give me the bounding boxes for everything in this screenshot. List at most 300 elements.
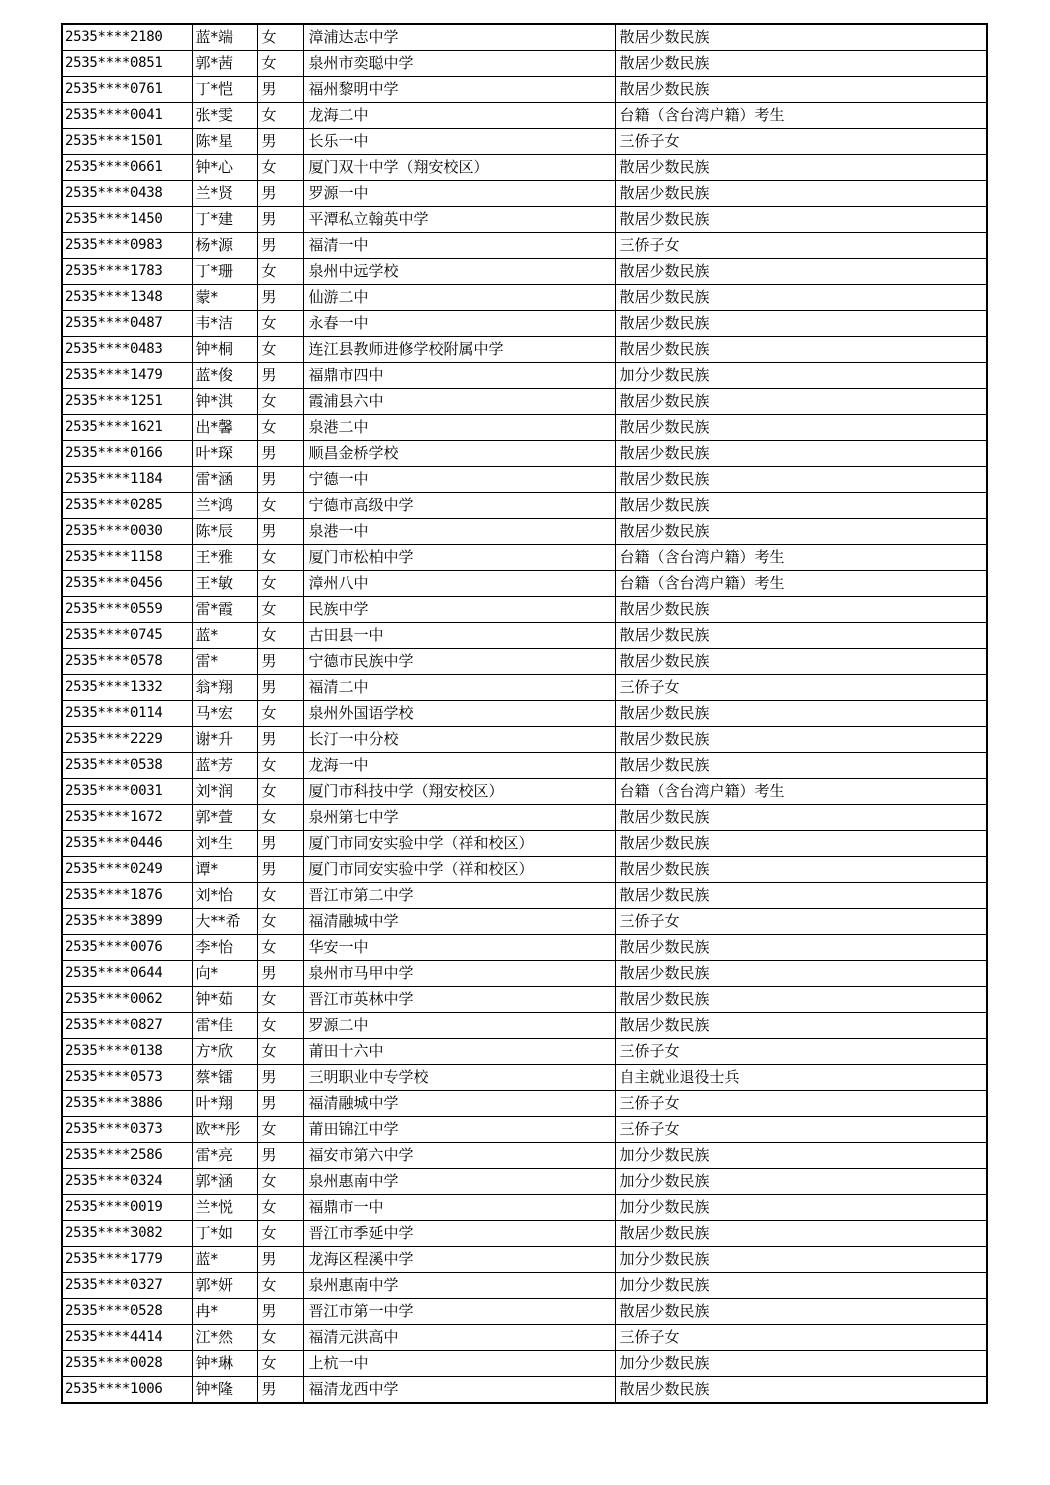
candidate-school-cell: 福清二中: [303, 675, 615, 701]
candidate-school-cell: 福清融城中学: [303, 909, 615, 935]
candidate-category-cell: 散居少数民族: [615, 441, 987, 467]
candidate-category-cell: 散居少数民族: [615, 805, 987, 831]
table-row: [62, 285, 987, 311]
candidate-id-cell: 2535****0285: [62, 493, 192, 519]
candidate-sex-cell: 男: [257, 961, 303, 987]
candidate-category-cell: 三侨子女: [615, 675, 987, 701]
table-row: [62, 1169, 987, 1195]
candidate-category-cell: 加分少数民族: [615, 1247, 987, 1273]
candidate-school-cell: 仙游二中: [303, 285, 615, 311]
candidate-id-cell: 2535****1783: [62, 259, 192, 285]
table-row: [62, 77, 987, 103]
candidate-name-cell: 兰*悦: [192, 1195, 257, 1221]
table-row: [62, 129, 987, 155]
table-row: [62, 181, 987, 207]
candidate-school-cell: 厦门市松柏中学: [303, 545, 615, 571]
table-row: [62, 389, 987, 415]
candidate-name-cell: 向*: [192, 961, 257, 987]
table-row: [62, 1273, 987, 1299]
candidate-sex-cell: 女: [257, 779, 303, 805]
candidate-category-cell: 三侨子女: [615, 1091, 987, 1117]
table-row: [62, 753, 987, 779]
table-row: [62, 831, 987, 857]
table-row: [62, 1117, 987, 1143]
candidate-id-cell: 2535****0483: [62, 337, 192, 363]
candidate-id-cell: 2535****0019: [62, 1195, 192, 1221]
candidate-name-cell: 杨*源: [192, 233, 257, 259]
candidate-category-cell: 散居少数民族: [615, 935, 987, 961]
candidate-name-cell: 叶*翔: [192, 1091, 257, 1117]
candidate-school-cell: 漳州八中: [303, 571, 615, 597]
candidate-sex-cell: 男: [257, 467, 303, 493]
candidate-school-cell: 晋江市第一中学: [303, 1299, 615, 1325]
candidate-name-cell: 出*馨: [192, 415, 257, 441]
candidate-school-cell: 福清一中: [303, 233, 615, 259]
candidate-id-cell: 2535****1006: [62, 1377, 192, 1404]
candidate-school-cell: 福州黎明中学: [303, 77, 615, 103]
candidate-name-cell: 丁*恺: [192, 77, 257, 103]
table-row: [62, 51, 987, 77]
candidate-name-cell: 雷*霞: [192, 597, 257, 623]
candidate-sex-cell: 男: [257, 727, 303, 753]
candidate-name-cell: 钟*桐: [192, 337, 257, 363]
table-row: [62, 987, 987, 1013]
table-row: [62, 779, 987, 805]
candidate-category-cell: 散居少数民族: [615, 1299, 987, 1325]
candidate-category-cell: 散居少数民族: [615, 77, 987, 103]
candidate-category-cell: 散居少数民族: [615, 24, 987, 51]
candidate-name-cell: 丁*如: [192, 1221, 257, 1247]
candidate-school-cell: 平潭私立翰英中学: [303, 207, 615, 233]
candidate-sex-cell: 女: [257, 1221, 303, 1247]
candidate-school-cell: 民族中学: [303, 597, 615, 623]
candidate-sex-cell: 男: [257, 649, 303, 675]
candidate-sex-cell: 男: [257, 129, 303, 155]
candidate-id-cell: 2535****0456: [62, 571, 192, 597]
candidate-name-cell: 钟*琳: [192, 1351, 257, 1377]
candidate-id-cell: 2535****1450: [62, 207, 192, 233]
table-row: [62, 1091, 987, 1117]
candidate-sex-cell: 女: [257, 1351, 303, 1377]
candidate-sex-cell: 女: [257, 571, 303, 597]
table-row: [62, 701, 987, 727]
candidate-school-cell: 宁德市民族中学: [303, 649, 615, 675]
candidate-category-cell: 加分少数民族: [615, 1273, 987, 1299]
candidate-school-cell: 泉港二中: [303, 415, 615, 441]
candidate-school-cell: 泉港一中: [303, 519, 615, 545]
candidate-id-cell: 2535****1621: [62, 415, 192, 441]
candidate-name-cell: 蔡*镭: [192, 1065, 257, 1091]
candidate-id-cell: 2535****2180: [62, 24, 192, 51]
candidate-school-cell: 漳浦达志中学: [303, 24, 615, 51]
table-row: [62, 597, 987, 623]
candidate-school-cell: 宁德市高级中学: [303, 493, 615, 519]
candidate-id-cell: 2535****0745: [62, 623, 192, 649]
candidate-school-cell: 龙海二中: [303, 103, 615, 129]
candidate-name-cell: 蓝*: [192, 623, 257, 649]
table-row: [62, 545, 987, 571]
candidate-sex-cell: 男: [257, 1065, 303, 1091]
candidate-name-cell: 大**希: [192, 909, 257, 935]
table-row: [62, 1351, 987, 1377]
candidate-id-cell: 2535****0062: [62, 987, 192, 1013]
candidate-category-cell: 散居少数民族: [615, 259, 987, 285]
candidate-name-cell: 兰*鸿: [192, 493, 257, 519]
candidate-school-cell: 宁德一中: [303, 467, 615, 493]
candidate-school-cell: 泉州惠南中学: [303, 1273, 615, 1299]
candidate-id-cell: 2535****0114: [62, 701, 192, 727]
candidate-category-cell: 散居少数民族: [615, 961, 987, 987]
candidate-id-cell: 2535****1501: [62, 129, 192, 155]
candidate-category-cell: 散居少数民族: [615, 337, 987, 363]
candidate-sex-cell: 女: [257, 987, 303, 1013]
candidate-name-cell: 蒙*: [192, 285, 257, 311]
candidate-name-cell: 江*然: [192, 1325, 257, 1351]
candidate-sex-cell: 女: [257, 155, 303, 181]
candidate-id-cell: 2535****1184: [62, 467, 192, 493]
candidate-sex-cell: 女: [257, 311, 303, 337]
table-row: [62, 415, 987, 441]
candidate-category-cell: 散居少数民族: [615, 493, 987, 519]
candidate-category-cell: 三侨子女: [615, 1325, 987, 1351]
candidate-category-cell: 散居少数民族: [615, 701, 987, 727]
candidate-category-cell: 三侨子女: [615, 909, 987, 935]
candidate-id-cell: 2535****1251: [62, 389, 192, 415]
candidate-category-cell: 散居少数民族: [615, 987, 987, 1013]
candidate-school-cell: 福鼎市四中: [303, 363, 615, 389]
table-row: [62, 1065, 987, 1091]
candidate-id-cell: 2535****0324: [62, 1169, 192, 1195]
table-row: [62, 363, 987, 389]
candidate-sex-cell: 男: [257, 441, 303, 467]
candidate-category-cell: 散居少数民族: [615, 857, 987, 883]
candidate-category-cell: 散居少数民族: [615, 51, 987, 77]
candidate-category-cell: 散居少数民族: [615, 155, 987, 181]
candidate-id-cell: 2535****0538: [62, 753, 192, 779]
candidate-school-cell: 莆田十六中: [303, 1039, 615, 1065]
candidate-category-cell: 加分少数民族: [615, 1143, 987, 1169]
table-row: [62, 727, 987, 753]
table-row: [62, 883, 987, 909]
candidate-sex-cell: 男: [257, 1377, 303, 1404]
candidate-sex-cell: 男: [257, 77, 303, 103]
table-row: [62, 103, 987, 129]
candidate-category-cell: 散居少数民族: [615, 883, 987, 909]
candidate-name-cell: 郭*妍: [192, 1273, 257, 1299]
candidate-sex-cell: 男: [257, 181, 303, 207]
candidate-category-cell: 台籍（含台湾户籍）考生: [615, 779, 987, 805]
candidate-table-body: [62, 24, 987, 1403]
candidate-category-cell: 散居少数民族: [615, 415, 987, 441]
candidate-name-cell: 谢*升: [192, 727, 257, 753]
table-row: [62, 1377, 987, 1404]
candidate-id-cell: 2535****0761: [62, 77, 192, 103]
candidate-category-cell: 散居少数民族: [615, 467, 987, 493]
table-row: [62, 519, 987, 545]
candidate-name-cell: 刘*润: [192, 779, 257, 805]
candidate-name-cell: 欧**彤: [192, 1117, 257, 1143]
candidate-id-cell: 2535****1779: [62, 1247, 192, 1273]
table-row: [62, 311, 987, 337]
candidate-id-cell: 2535****1332: [62, 675, 192, 701]
candidate-school-cell: 长汀一中分校: [303, 727, 615, 753]
candidate-sex-cell: 女: [257, 1039, 303, 1065]
table-row: [62, 1039, 987, 1065]
candidate-school-cell: 长乐一中: [303, 129, 615, 155]
table-row: [62, 1143, 987, 1169]
candidate-id-cell: 2535****0573: [62, 1065, 192, 1091]
candidate-name-cell: 蓝*: [192, 1247, 257, 1273]
candidate-id-cell: 2535****0446: [62, 831, 192, 857]
candidate-sex-cell: 女: [257, 1325, 303, 1351]
candidate-sex-cell: 女: [257, 103, 303, 129]
candidate-id-cell: 2535****0030: [62, 519, 192, 545]
candidate-id-cell: 2535****4414: [62, 1325, 192, 1351]
candidate-id-cell: 2535****3899: [62, 909, 192, 935]
candidate-name-cell: 陈*辰: [192, 519, 257, 545]
candidate-sex-cell: 女: [257, 259, 303, 285]
candidate-school-cell: 连江县教师进修学校附属中学: [303, 337, 615, 363]
candidate-sex-cell: 女: [257, 493, 303, 519]
candidate-sex-cell: 男: [257, 857, 303, 883]
candidate-school-cell: 华安一中: [303, 935, 615, 961]
candidate-category-cell: 散居少数民族: [615, 727, 987, 753]
table-row: [62, 675, 987, 701]
candidate-sex-cell: 女: [257, 1169, 303, 1195]
candidate-id-cell: 2535****1672: [62, 805, 192, 831]
candidate-name-cell: 王*敏: [192, 571, 257, 597]
candidate-category-cell: 三侨子女: [615, 1039, 987, 1065]
table-row: [62, 1299, 987, 1325]
candidate-category-cell: 散居少数民族: [615, 181, 987, 207]
candidate-school-cell: 福安市第六中学: [303, 1143, 615, 1169]
candidate-category-cell: 台籍（含台湾户籍）考生: [615, 545, 987, 571]
candidate-category-cell: 散居少数民族: [615, 831, 987, 857]
candidate-name-cell: 韦*洁: [192, 311, 257, 337]
candidate-school-cell: 福清融城中学: [303, 1091, 615, 1117]
candidate-school-cell: 顺昌金桥学校: [303, 441, 615, 467]
table-row: [62, 467, 987, 493]
table-row: [62, 1247, 987, 1273]
candidate-sex-cell: 女: [257, 24, 303, 51]
candidate-id-cell: 2535****3082: [62, 1221, 192, 1247]
candidate-school-cell: 晋江市第二中学: [303, 883, 615, 909]
candidate-id-cell: 2535****0644: [62, 961, 192, 987]
candidate-id-cell: 2535****1348: [62, 285, 192, 311]
candidate-category-cell: 加分少数民族: [615, 1169, 987, 1195]
candidate-id-cell: 2535****0827: [62, 1013, 192, 1039]
table-row: [62, 1221, 987, 1247]
candidate-name-cell: 兰*贤: [192, 181, 257, 207]
table-row: [62, 1013, 987, 1039]
candidate-sex-cell: 男: [257, 285, 303, 311]
candidate-name-cell: 钟*茹: [192, 987, 257, 1013]
candidate-sex-cell: 男: [257, 363, 303, 389]
candidate-name-cell: 叶*琛: [192, 441, 257, 467]
candidate-category-cell: 加分少数民族: [615, 1351, 987, 1377]
candidate-id-cell: 2535****0983: [62, 233, 192, 259]
table-row: [62, 649, 987, 675]
candidate-school-cell: 莆田锦江中学: [303, 1117, 615, 1143]
candidate-id-cell: 2535****0249: [62, 857, 192, 883]
candidate-school-cell: 永春一中: [303, 311, 615, 337]
candidate-name-cell: 丁*珊: [192, 259, 257, 285]
candidate-name-cell: 刘*怡: [192, 883, 257, 909]
candidate-school-cell: 福清元洪高中: [303, 1325, 615, 1351]
candidate-name-cell: 陈*星: [192, 129, 257, 155]
candidate-sex-cell: 女: [257, 701, 303, 727]
candidate-sex-cell: 男: [257, 1247, 303, 1273]
candidate-id-cell: 2535****0138: [62, 1039, 192, 1065]
candidate-name-cell: 张*雯: [192, 103, 257, 129]
candidate-id-cell: 2535****0528: [62, 1299, 192, 1325]
candidate-name-cell: 方*欣: [192, 1039, 257, 1065]
candidate-category-cell: 散居少数民族: [615, 597, 987, 623]
candidate-name-cell: 谭*: [192, 857, 257, 883]
candidate-name-cell: 钟*隆: [192, 1377, 257, 1404]
candidate-name-cell: 雷*: [192, 649, 257, 675]
table-row: [62, 207, 987, 233]
table-row: [62, 909, 987, 935]
candidate-sex-cell: 女: [257, 1013, 303, 1039]
candidate-id-cell: 2535****0373: [62, 1117, 192, 1143]
candidate-sex-cell: 男: [257, 831, 303, 857]
candidate-category-cell: 散居少数民族: [615, 285, 987, 311]
candidate-id-cell: 2535****2229: [62, 727, 192, 753]
candidate-id-cell: 2535****3886: [62, 1091, 192, 1117]
candidate-id-cell: 2535****0327: [62, 1273, 192, 1299]
candidate-category-cell: 散居少数民族: [615, 623, 987, 649]
candidate-sex-cell: 女: [257, 935, 303, 961]
candidate-id-cell: 2535****2586: [62, 1143, 192, 1169]
candidate-category-cell: 散居少数民族: [615, 519, 987, 545]
candidate-id-cell: 2535****0031: [62, 779, 192, 805]
candidate-name-cell: 雷*佳: [192, 1013, 257, 1039]
table-row: [62, 623, 987, 649]
candidate-name-cell: 马*宏: [192, 701, 257, 727]
table-row: [62, 961, 987, 987]
candidate-name-cell: 蓝*端: [192, 24, 257, 51]
candidate-name-cell: 蓝*芳: [192, 753, 257, 779]
candidate-id-cell: 2535****0041: [62, 103, 192, 129]
candidate-id-cell: 2535****0076: [62, 935, 192, 961]
candidate-sex-cell: 男: [257, 675, 303, 701]
table-row: [62, 1325, 987, 1351]
candidate-school-cell: 厦门市同安实验中学（祥和校区）: [303, 831, 615, 857]
candidate-sex-cell: 男: [257, 1091, 303, 1117]
candidate-school-cell: 泉州市马甲中学: [303, 961, 615, 987]
candidate-name-cell: 郭*涵: [192, 1169, 257, 1195]
candidate-id-cell: 2535****1158: [62, 545, 192, 571]
candidate-category-cell: 加分少数民族: [615, 1195, 987, 1221]
candidate-school-cell: 罗源一中: [303, 181, 615, 207]
candidate-category-cell: 台籍（含台湾户籍）考生: [615, 103, 987, 129]
candidate-id-cell: 2535****0578: [62, 649, 192, 675]
candidate-school-cell: 晋江市季延中学: [303, 1221, 615, 1247]
candidate-school-cell: 罗源二中: [303, 1013, 615, 1039]
candidate-category-cell: 散居少数民族: [615, 389, 987, 415]
candidate-school-cell: 厦门市同安实验中学（祥和校区）: [303, 857, 615, 883]
candidate-school-cell: 三明职业中专学校: [303, 1065, 615, 1091]
candidate-sex-cell: 女: [257, 415, 303, 441]
candidate-sex-cell: 女: [257, 1117, 303, 1143]
candidate-school-cell: 霞浦县六中: [303, 389, 615, 415]
candidate-sex-cell: 女: [257, 597, 303, 623]
candidate-name-cell: 王*雅: [192, 545, 257, 571]
table-row: [62, 935, 987, 961]
candidate-name-cell: 雷*涵: [192, 467, 257, 493]
table-row: [62, 805, 987, 831]
candidate-id-cell: 2535****0438: [62, 181, 192, 207]
candidate-school-cell: 厦门市科技中学（翔安校区）: [303, 779, 615, 805]
table-row: [62, 441, 987, 467]
candidate-sex-cell: 女: [257, 337, 303, 363]
candidate-school-cell: 龙海一中: [303, 753, 615, 779]
candidate-name-cell: 刘*生: [192, 831, 257, 857]
candidate-id-cell: 2535****1876: [62, 883, 192, 909]
candidate-school-cell: 泉州第七中学: [303, 805, 615, 831]
candidate-category-cell: 三侨子女: [615, 1117, 987, 1143]
table-row: [62, 337, 987, 363]
candidate-table: [61, 23, 988, 1404]
candidate-category-cell: 三侨子女: [615, 233, 987, 259]
candidate-sex-cell: 女: [257, 545, 303, 571]
candidate-school-cell: 龙海区程溪中学: [303, 1247, 615, 1273]
candidate-school-cell: 泉州惠南中学: [303, 1169, 615, 1195]
candidate-category-cell: 散居少数民族: [615, 311, 987, 337]
candidate-school-cell: 泉州市奕聪中学: [303, 51, 615, 77]
candidate-category-cell: 散居少数民族: [615, 753, 987, 779]
candidate-name-cell: 冉*: [192, 1299, 257, 1325]
table-row: [62, 155, 987, 181]
candidate-category-cell: 散居少数民族: [615, 1221, 987, 1247]
candidate-school-cell: 福鼎市一中: [303, 1195, 615, 1221]
candidate-sex-cell: 女: [257, 883, 303, 909]
candidate-category-cell: 散居少数民族: [615, 207, 987, 233]
candidate-sex-cell: 男: [257, 233, 303, 259]
candidate-category-cell: 自主就业退役士兵: [615, 1065, 987, 1091]
table-row: [62, 571, 987, 597]
candidate-school-cell: 古田县一中: [303, 623, 615, 649]
candidate-category-cell: 台籍（含台湾户籍）考生: [615, 571, 987, 597]
candidate-id-cell: 2535****0487: [62, 311, 192, 337]
candidate-name-cell: 丁*建: [192, 207, 257, 233]
candidate-sex-cell: 男: [257, 1143, 303, 1169]
candidate-name-cell: 钟*心: [192, 155, 257, 181]
candidate-sex-cell: 女: [257, 1273, 303, 1299]
candidate-name-cell: 雷*亮: [192, 1143, 257, 1169]
candidate-school-cell: 泉州中远学校: [303, 259, 615, 285]
candidate-id-cell: 2535****0851: [62, 51, 192, 77]
candidate-school-cell: 福清龙西中学: [303, 1377, 615, 1404]
candidate-name-cell: 李*怡: [192, 935, 257, 961]
candidate-sex-cell: 女: [257, 909, 303, 935]
candidate-sex-cell: 女: [257, 753, 303, 779]
candidate-school-cell: 泉州外国语学校: [303, 701, 615, 727]
candidate-id-cell: 2535****0166: [62, 441, 192, 467]
candidate-id-cell: 2535****1479: [62, 363, 192, 389]
candidate-sex-cell: 女: [257, 623, 303, 649]
table-row: [62, 259, 987, 285]
table-row: [62, 24, 987, 51]
candidate-category-cell: 三侨子女: [615, 129, 987, 155]
candidate-sex-cell: 女: [257, 1195, 303, 1221]
candidate-sex-cell: 女: [257, 389, 303, 415]
candidate-category-cell: 散居少数民族: [615, 649, 987, 675]
candidate-school-cell: 上杭一中: [303, 1351, 615, 1377]
candidate-name-cell: 钟*淇: [192, 389, 257, 415]
candidate-school-cell: 厦门双十中学（翔安校区）: [303, 155, 615, 181]
